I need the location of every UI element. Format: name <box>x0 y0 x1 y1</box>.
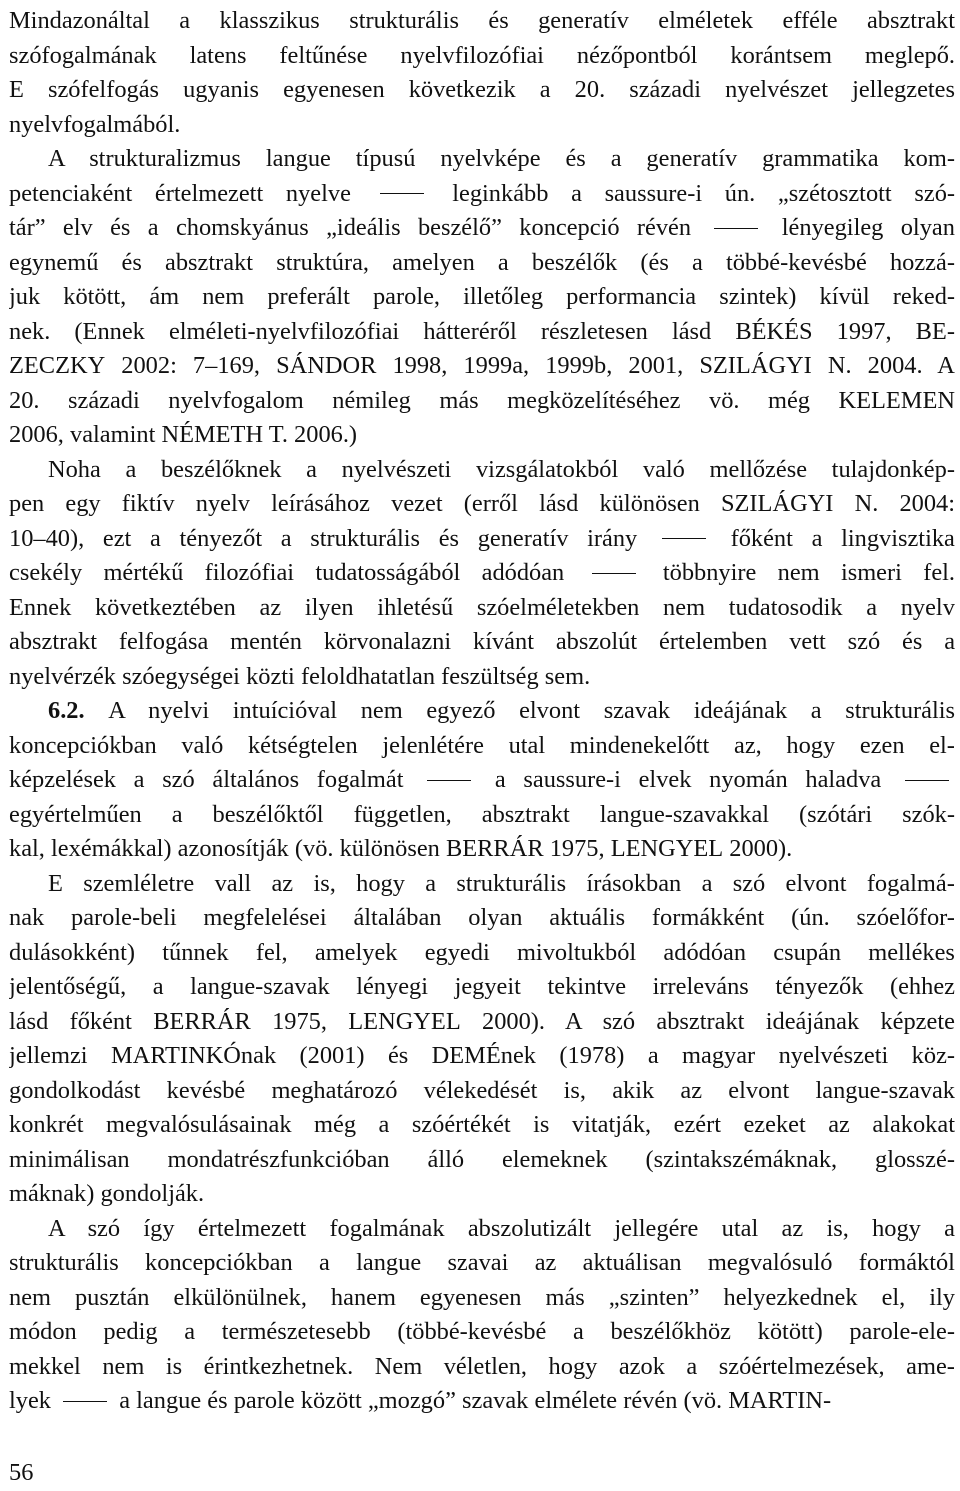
text-line: Noha a beszélőknek a nyelvészeti vizsgálatokból való mellőzése tulajdonkép- <box>48 455 955 483</box>
section-number: 6.2. <box>48 697 109 724</box>
document-body <box>9 4 955 1419</box>
text-line: tár” elv és a chomskyánus „ideális beszélő” koncepció révén lényegileg olyan <box>9 214 955 241</box>
text-line: koncepciókban való kétségtelen jelenlétére utal mindenekelőtt az, hogy ezen el- <box>9 731 955 759</box>
paragraph <box>9 1212 955 1419</box>
text-line: 10–40), ezt a tényezőt a strukturális és generatív irány főként a lingvisztika <box>9 524 955 552</box>
page-number: 56 <box>9 1459 34 1486</box>
text-line: nyelvfogalmából. <box>9 110 181 138</box>
text-line: 6.2. A nyelvi intuícióval nem egyező elvont szavak ideájának a strukturális <box>48 697 955 724</box>
text-line: kal, lexémákkal) azonosítják (vö. különösen BERRÁR 1975, LENGYEL 2000). <box>9 835 793 862</box>
em-dash <box>592 573 636 574</box>
text-line: mekkel nem is érintkezhetnek. Nem véletlen, hogy azok a szóértelmezések, ame- <box>9 1352 955 1380</box>
em-dash <box>662 538 706 539</box>
paragraph <box>9 142 955 453</box>
text-line: jellemzi MARTINKÓnak (2001) és DEMÉnek (1978) a magyar nyelvészeti köz- <box>9 1042 955 1069</box>
text-line: 2006, valamint NÉMETH T. 2006.) <box>9 421 358 448</box>
text-line: A szó így értelmezett fogalmának abszolutizált jellegére utal az is, hogy a <box>48 1214 955 1242</box>
text-line: pen egy fiktív nyelv leírásához vezet (erről lásd különösen SZILÁGYI N. 2004: <box>9 490 955 517</box>
text-line: juk kötött, ám nem preferált parole, illetőleg performancia szintek) kívül reked- <box>9 283 955 310</box>
paragraph <box>9 694 955 867</box>
text-line: módon pedig a természetesebb (többé-kevésbé a beszélőkhöz kötött) parole-ele- <box>9 1318 955 1345</box>
em-dash <box>380 193 424 194</box>
text-line: nek. (Ennek elméleti-nyelvfilozófiai hátteréről részletesen lásd BÉKÉS 1997, BE- <box>9 317 955 345</box>
text-line: E szófelfogás ugyanis egyenesen következik a 20. századi nyelvészet jellegzetes <box>9 76 955 103</box>
text-line: Ennek következtében az ilyen ihletésű szóelméletekben nem tudatosodik a nyelv <box>9 593 955 621</box>
em-dash <box>714 228 758 229</box>
text-line: petenciaként értelmezett nyelve leginkább a saussure-i ún. „szétosztott szó- <box>9 179 955 207</box>
text-line: képzelések a szó általános fogalmát a saussure-i elvek nyomán haladva <box>9 763 955 798</box>
text-line: ZECZKY 2002: 7–169, SÁNDOR 1998, 1999a, 1999b, 2001, SZILÁGYI N. 2004. A <box>9 352 955 379</box>
text-line: absztrakt felfogása mentén körvonalazni kívánt abszolút értelemben vett szó és a <box>9 628 955 655</box>
text-line: minimálisan mondatrészfunkcióban álló elemeknek (szintakszémáknak, glosszé- <box>9 1145 955 1173</box>
text-line: egyértelműen a beszélőktől független, absztrakt langue-szavakkal (szótári szók- <box>9 800 955 828</box>
em-dash <box>905 780 949 781</box>
text-line: nak parole-beli megfelelései általában olyan aktuális formákként (ún. szóelőfor- <box>9 904 955 931</box>
text-line: máknak) gondolják. <box>9 1180 205 1207</box>
text-line: nem pusztán elkülönülnek, hanem egyenesen más „szinten” helyezkednek el, ily <box>9 1283 955 1311</box>
text-line: csekély mértékű filozófiai tudatosságából adódóan többnyire nem ismeri fel. <box>9 559 955 586</box>
text-line: konkrét megvalósulásainak még a szóértékét is vitatják, ezért ezeket az alakokat <box>9 1111 955 1138</box>
paragraph <box>9 4 955 142</box>
text-line: 20. századi nyelvfogalom némileg más megközelítéséhez vö. még KELEMEN <box>9 386 955 414</box>
text-line: lyek a langue és parole között „mozgó” szavak elmélete révén (vö. MARTIN- <box>9 1387 832 1414</box>
text-line: gondolkodást kevésbé meghatározó vélekedését is, akik az elvont langue-szavak <box>9 1076 955 1104</box>
text-line: egynemű és absztrakt struktúra, amelyen a beszélők (és a többé-kevésbé hozzá- <box>9 248 955 276</box>
paragraph <box>9 453 955 695</box>
text-line: E szemléletre vall az is, hogy a strukturális írásokban a szó elvont fogalmá- <box>48 869 955 897</box>
paragraph <box>9 867 955 1212</box>
text-line: Mindazonáltal a klasszikus strukturális és generatív elméletek efféle absztrakt <box>9 7 955 34</box>
em-dash <box>63 1401 107 1402</box>
em-dash <box>427 780 471 781</box>
text-line: dulásokként) tűnnek fel, amelyek egyedi mivoltukból adódóan csupán mellékes <box>9 938 955 966</box>
text-line: jelentőségű, a langue-szavak lényegi jegyeit tekintve irreleváns tényezők (ehhez <box>9 973 955 1000</box>
text-line: szófogalmának latens feltűnése nyelvfilozófiai nézőpontból korántsem meglepő. <box>9 41 955 69</box>
text-line: lásd főként BERRÁR 1975, LENGYEL 2000). A szó absztrakt ideájának képzete <box>9 1007 955 1035</box>
text-line: A strukturalizmus langue típusú nyelvképe és a generatív grammatika kom- <box>48 145 955 172</box>
text-line: nyelvérzék szóegységei közti feloldhatatlan feszültség sem. <box>9 662 591 690</box>
text-line: strukturális koncepciókban a langue szavai az aktuálisan megvalósuló formáktól <box>9 1249 955 1276</box>
